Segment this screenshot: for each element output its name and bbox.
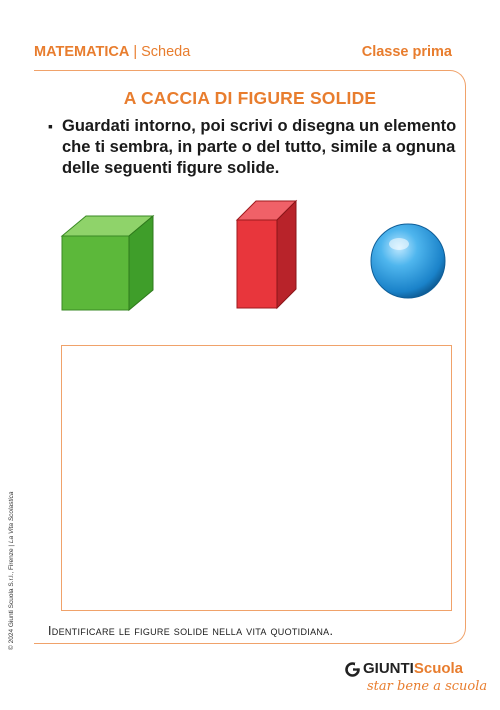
learning-objective: Identificare le figure solide nella vita quotidiana. [48, 624, 334, 638]
subject-label [34, 44, 190, 60]
giunti-scuola-logo [345, 660, 488, 696]
worksheet-type: Scheda [141, 44, 191, 60]
instruction [48, 116, 468, 179]
header-separator: | [133, 44, 138, 60]
magazine-name: La Vita Scolastica [8, 491, 15, 544]
logo-brand [363, 660, 463, 677]
worksheet-title: A CACCIA DI FIGURE SOLIDE [123, 88, 377, 108]
copyright-notice [8, 492, 15, 650]
logo-brand-name: GIUNTI [363, 660, 414, 677]
subject-name: MATEMATICA [34, 44, 130, 60]
instruction-text: Guardati intorno, poi scrivi o disegna un elemento che ti sembra, in parte o del tutto, simile a ognuna delle seguenti figure solide. [62, 117, 457, 177]
page-header [34, 44, 452, 66]
logo-tagline: star bene a scuola [367, 679, 488, 694]
rectangular-prism-figure [234, 198, 299, 310]
logo-brand-accent: Scuola [413, 660, 464, 677]
bullet-icon: ▪ [48, 118, 53, 134]
sphere-figure [369, 222, 447, 300]
class-label: Classe prima [361, 44, 452, 60]
cube-figure [60, 214, 155, 312]
giunti-logo-icon [345, 662, 360, 677]
answer-drawing-box[interactable] [61, 345, 452, 611]
copyright-text: © 2024 Giunti Scuola S.r.l., Firenze | [8, 543, 15, 650]
